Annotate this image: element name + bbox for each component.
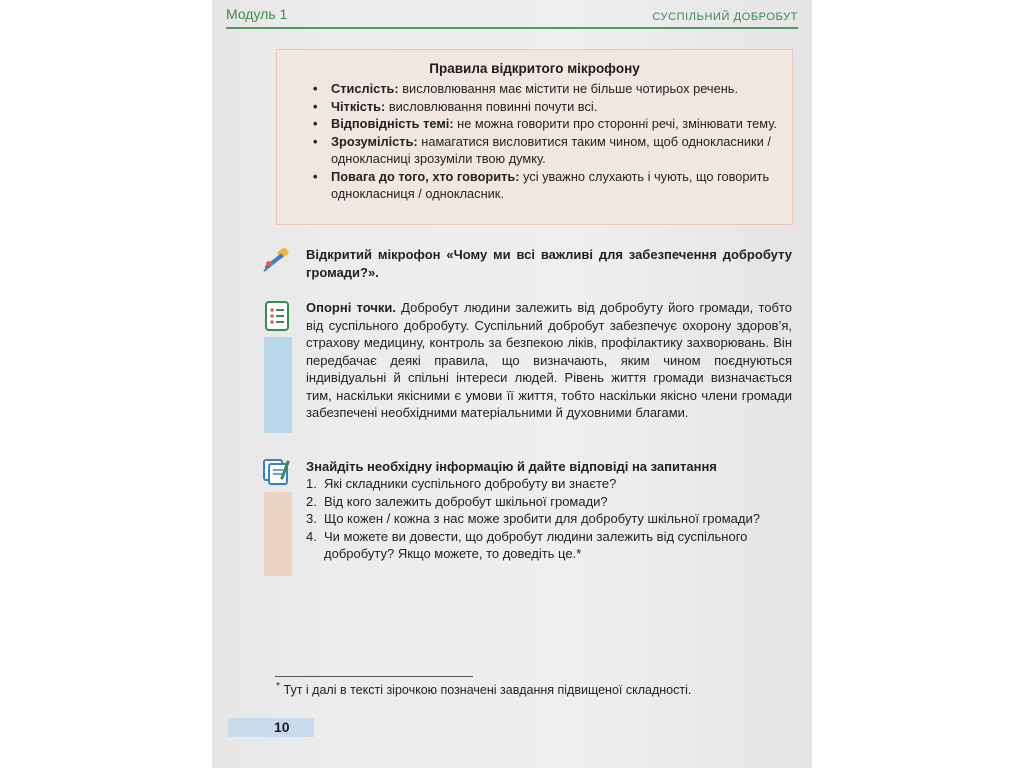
key-points-paragraph (306, 299, 792, 422)
open-mic-text: Відкритий мікрофон «Чому ми всі важливі для забезпечення добробуту громади?». (306, 247, 792, 280)
search-document-icon (262, 456, 294, 486)
page-number-bar (228, 718, 314, 737)
textbook-page (212, 0, 812, 768)
question-text: Від кого залежить добробут шкільної громади? (324, 493, 608, 509)
key-points-text: Добробут людини залежить від добробуту його громади, тобто від суспільного добробуту. Суспільний добробут забезпечує охорону здоров’я, страхову медицину, контроль за безпекою ліків, профілактику захворювань. Він передбачає деякі правила, що визначають, яким чином поєднуються індивідуальні й спільні інтереси людей. Рівень життя громади визначається тим, наскільки якісними є умови її життя, тобто наскільки якісно члени громади забезпечені необхідними матеріальними й духовними благами. (306, 300, 792, 420)
question-number: 1. (306, 476, 317, 491)
rules-item (311, 168, 781, 203)
task-title: Знайдіть необхідну інформацію й дайте відповіді на запитання (306, 459, 717, 474)
header-divider (226, 27, 798, 29)
rule-text: усі уважно слухають і чують, що говорить однокласниця / однокласник. (331, 168, 770, 201)
rule-text: не можна говорити про сторонні речі, змінювати тему. (453, 116, 777, 131)
question-number: 4. (306, 528, 317, 544)
rule-term: Стислість: (331, 81, 399, 96)
task-marker-bar (264, 492, 292, 576)
rules-item (311, 98, 781, 116)
rule-term: Повага до того, хто говорить: (331, 168, 520, 184)
question-item (306, 475, 792, 493)
rules-item (311, 80, 781, 98)
rule-text: висловлювання має містити не більше чотирьох речень. (398, 81, 738, 96)
rule-term: Чіткість: (331, 98, 386, 114)
question-number: 3. (306, 511, 317, 526)
rules-item (311, 115, 781, 133)
question-item (306, 510, 792, 528)
key-points-marker-bar (264, 337, 292, 433)
rules-item (311, 133, 781, 168)
question-text: Чи можете ви довести, що добробут людини залежить від суспільного добробуту? Якщо можете, то доведіть це.* (324, 528, 748, 561)
rule-text: намагатися висловитися таким чином, щоб однокласники / однокласниці зрозуміли твою думку. (331, 133, 771, 166)
rule-term: Зрозумілість: (331, 133, 418, 149)
microphone-icon (262, 247, 292, 273)
key-points-term: Опорні точки. (306, 300, 396, 315)
rules-list (311, 80, 781, 203)
question-text: Які складники суспільного добробуту ви знаєте? (324, 476, 617, 491)
question-item (306, 493, 792, 511)
question-item (306, 528, 792, 563)
footnote-divider (275, 676, 473, 677)
question-list (306, 475, 792, 563)
footnote (276, 681, 796, 697)
footnote-mark: * (276, 681, 281, 692)
module-label: Модуль 1 (226, 6, 288, 22)
rule-text: висловлювання повинні почути всі. (385, 98, 598, 114)
topic-label: СУСПІЛЬНИЙ ДОБРОБУТ (652, 11, 798, 23)
rules-title: Правила відкритого мікрофону (429, 61, 640, 76)
rule-term: Відповідність темі: (331, 116, 454, 131)
footnote-text: Тут і далі в тексті зірочкою позначені завдання підвищеної складності. (280, 683, 692, 698)
question-number: 2. (306, 493, 317, 509)
page-number: 10 (274, 719, 290, 735)
notes-checklist-icon (263, 300, 293, 332)
rules-box (276, 49, 793, 225)
question-text: Що кожен / кожна з нас може зробити для добробуту шкільної громади? (324, 511, 760, 526)
